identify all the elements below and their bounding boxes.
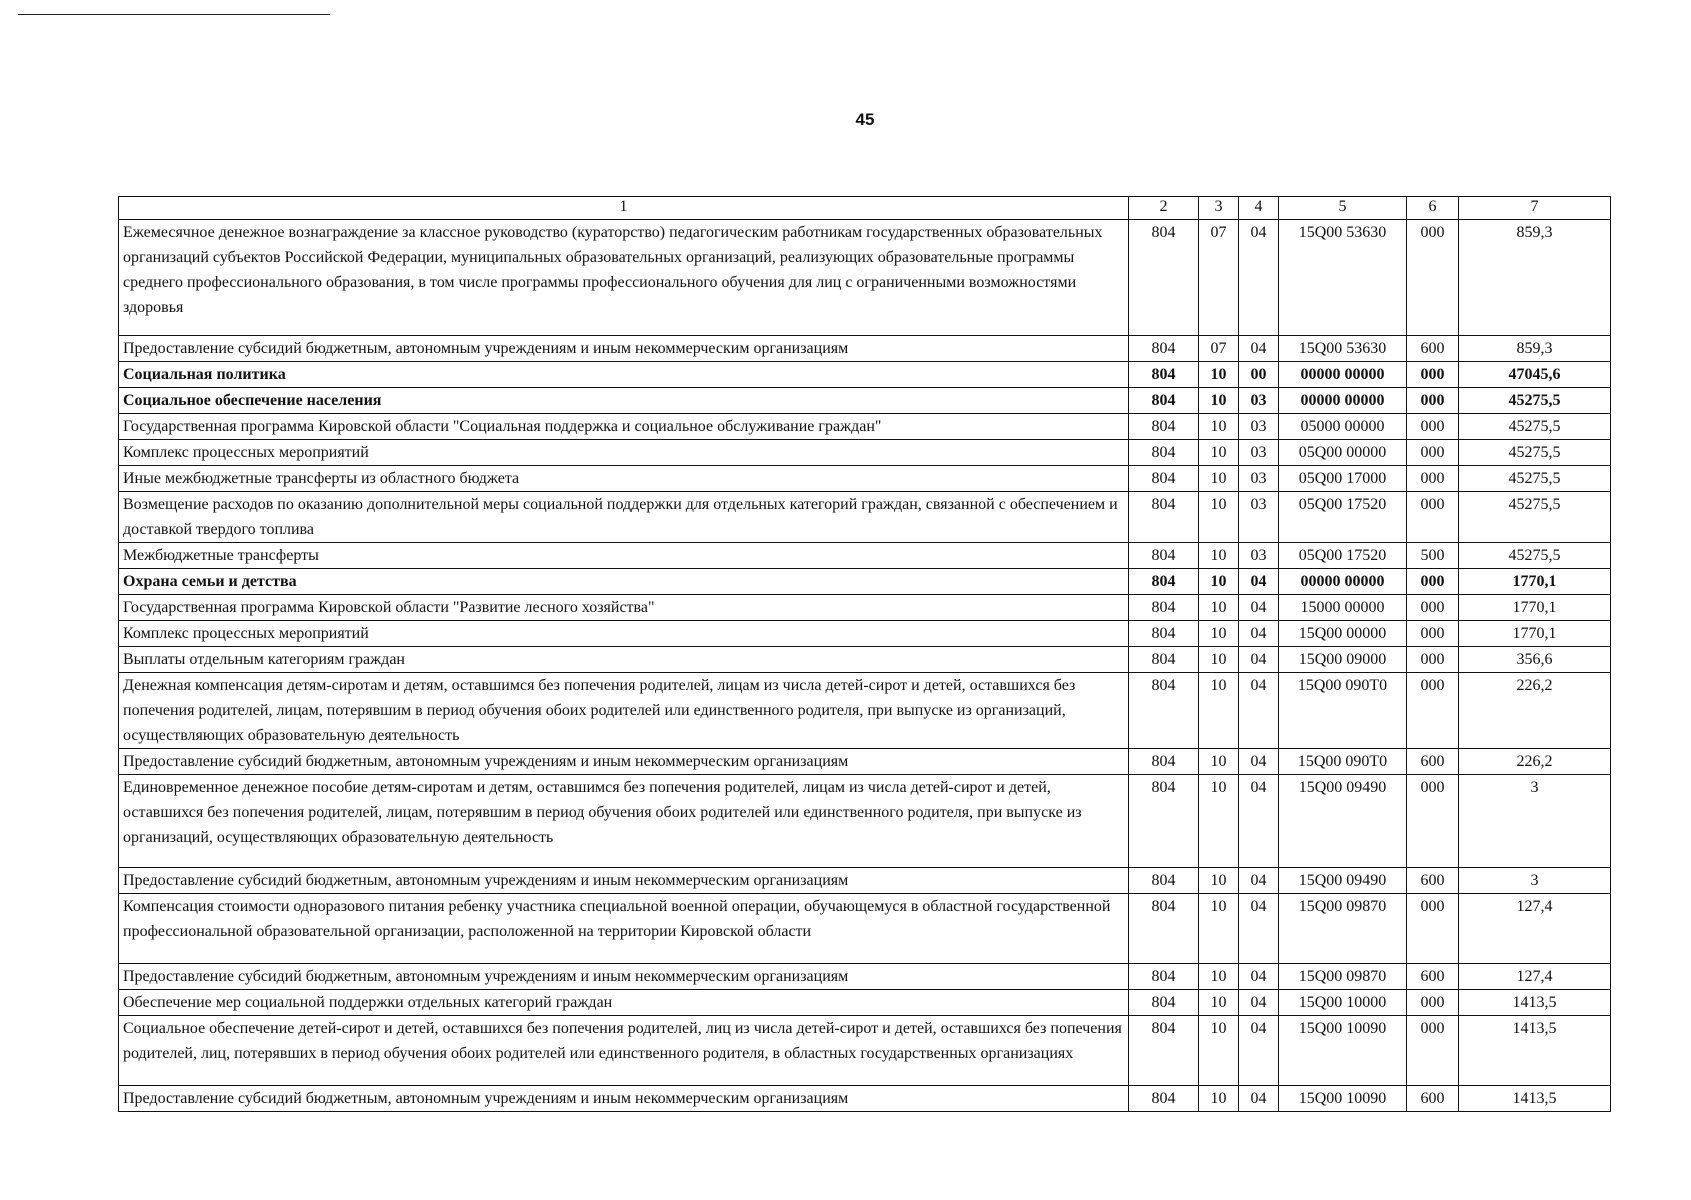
cell-section: 10 — [1199, 414, 1239, 440]
cell-expense-type: 000 — [1407, 595, 1459, 621]
cell-name: Предоставление субсидий бюджетным, автономным учреждениям и иным некоммерческим организациям — [119, 964, 1129, 990]
table-row — [119, 336, 1611, 362]
cell-ved-code: 804 — [1129, 466, 1199, 492]
cell-expense-type: 000 — [1407, 894, 1459, 964]
cell-section: 10 — [1199, 388, 1239, 414]
cell-ved-code: 804 — [1129, 964, 1199, 990]
table-row — [119, 775, 1611, 868]
table-row — [119, 414, 1611, 440]
cell-target-article: 15Q00 53630 — [1279, 336, 1407, 362]
cell-name: Охрана семьи и детства — [119, 569, 1129, 595]
cell-amount: 859,3 — [1459, 336, 1611, 362]
cell-ved-code: 804 — [1129, 647, 1199, 673]
cell-name: Ежемесячное денежное вознаграждение за классное руководство (кураторство) педагогическим работникам государственных образовательных организаций субъектов Российской Федерации, муниципальных образовательных организаций, реализующих образовательные программы среднего профессионального образования, в том числе программы профессионального обучения для лиц с ограниченными возможностями здоровья — [119, 220, 1129, 336]
table-row — [119, 868, 1611, 894]
cell-expense-type: 000 — [1407, 492, 1459, 543]
cell-name: Государственная программа Кировской области "Социальная поддержка и социальное обслуживание граждан" — [119, 414, 1129, 440]
header-col-4: 4 — [1239, 197, 1279, 220]
cell-amount: 226,2 — [1459, 749, 1611, 775]
cell-subsection: 04 — [1239, 569, 1279, 595]
table-row — [119, 595, 1611, 621]
cell-name: Предоставление субсидий бюджетным, автономным учреждениям и иным некоммерческим организациям — [119, 1086, 1129, 1112]
cell-expense-type: 600 — [1407, 1086, 1459, 1112]
cell-expense-type: 000 — [1407, 673, 1459, 749]
header-col-3: 3 — [1199, 197, 1239, 220]
table-row — [119, 466, 1611, 492]
cell-name: Компенсация стоимости одноразового питания ребенку участника специальной военной операции, обучающемуся в областной государственной профессиональной образовательной организации, расположенной на территории Кировской области — [119, 894, 1129, 964]
cell-target-article: 15Q00 09490 — [1279, 775, 1407, 868]
cell-target-article: 05Q00 17520 — [1279, 492, 1407, 543]
cell-target-article: 05Q00 17000 — [1279, 466, 1407, 492]
cell-subsection: 04 — [1239, 775, 1279, 868]
cell-amount: 45275,5 — [1459, 492, 1611, 543]
cell-ved-code: 804 — [1129, 894, 1199, 964]
cell-expense-type: 000 — [1407, 466, 1459, 492]
cell-ved-code: 804 — [1129, 440, 1199, 466]
cell-section: 10 — [1199, 569, 1239, 595]
cell-ved-code: 804 — [1129, 868, 1199, 894]
cell-ved-code: 804 — [1129, 621, 1199, 647]
cell-ved-code: 804 — [1129, 336, 1199, 362]
cell-target-article: 15Q00 53630 — [1279, 220, 1407, 336]
cell-name: Возмещение расходов по оказанию дополнительной меры социальной поддержки для отдельных категорий граждан, связанной с обеспечением и доставкой твердого топлива — [119, 492, 1129, 543]
cell-amount: 1770,1 — [1459, 569, 1611, 595]
cell-target-article: 05Q00 00000 — [1279, 440, 1407, 466]
cell-section: 10 — [1199, 647, 1239, 673]
cell-section: 10 — [1199, 1016, 1239, 1086]
cell-amount: 45275,5 — [1459, 414, 1611, 440]
table-row — [119, 543, 1611, 569]
table-row — [119, 990, 1611, 1016]
cell-subsection: 03 — [1239, 543, 1279, 569]
cell-amount: 1413,5 — [1459, 1086, 1611, 1112]
cell-subsection: 03 — [1239, 414, 1279, 440]
cell-subsection: 03 — [1239, 388, 1279, 414]
cell-name: Комплекс процессных мероприятий — [119, 440, 1129, 466]
cell-section: 10 — [1199, 492, 1239, 543]
cell-ved-code: 804 — [1129, 990, 1199, 1016]
cell-expense-type: 000 — [1407, 569, 1459, 595]
cell-amount: 127,4 — [1459, 894, 1611, 964]
cell-section: 10 — [1199, 964, 1239, 990]
cell-target-article: 00000 00000 — [1279, 362, 1407, 388]
table-row — [119, 388, 1611, 414]
cell-section: 10 — [1199, 440, 1239, 466]
cell-subsection: 04 — [1239, 964, 1279, 990]
cell-ved-code: 804 — [1129, 220, 1199, 336]
cell-amount: 45275,5 — [1459, 388, 1611, 414]
cell-section: 10 — [1199, 1086, 1239, 1112]
cell-target-article: 15000 00000 — [1279, 595, 1407, 621]
cell-name: Предоставление субсидий бюджетным, автономным учреждениям и иным некоммерческим организациям — [119, 749, 1129, 775]
cell-expense-type: 000 — [1407, 440, 1459, 466]
cell-target-article: 15Q00 090T0 — [1279, 749, 1407, 775]
cell-expense-type: 000 — [1407, 388, 1459, 414]
cell-expense-type: 000 — [1407, 621, 1459, 647]
cell-ved-code: 804 — [1129, 362, 1199, 388]
table-row — [119, 964, 1611, 990]
budget-table — [118, 196, 1611, 1112]
header-col-1: 1 — [119, 197, 1129, 220]
table-row — [119, 569, 1611, 595]
cell-section: 10 — [1199, 543, 1239, 569]
cell-ved-code: 804 — [1129, 1016, 1199, 1086]
table-header — [119, 197, 1611, 220]
cell-target-article: 00000 00000 — [1279, 388, 1407, 414]
cell-name: Иные межбюджетные трансферты из областного бюджета — [119, 466, 1129, 492]
cell-ved-code: 804 — [1129, 595, 1199, 621]
header-col-2: 2 — [1129, 197, 1199, 220]
cell-ved-code: 804 — [1129, 569, 1199, 595]
cell-amount: 45275,5 — [1459, 543, 1611, 569]
cell-name: Социальное обеспечение детей-сирот и детей, оставшихся без попечения родителей, лиц из числа детей-сирот и детей, оставшихся без попечения родителей, лиц, потерявших в период обучения обоих родителей или единственного родителя, в областных государственных организациях — [119, 1016, 1129, 1086]
cell-name: Межбюджетные трансферты — [119, 543, 1129, 569]
header-col-7: 7 — [1459, 197, 1611, 220]
cell-section: 10 — [1199, 775, 1239, 868]
cell-target-article: 00000 00000 — [1279, 569, 1407, 595]
cell-amount: 47045,6 — [1459, 362, 1611, 388]
cell-target-article: 15Q00 10000 — [1279, 990, 1407, 1016]
table-row — [119, 647, 1611, 673]
table-row — [119, 621, 1611, 647]
cell-expense-type: 000 — [1407, 990, 1459, 1016]
cell-ved-code: 804 — [1129, 543, 1199, 569]
cell-name: Предоставление субсидий бюджетным, автономным учреждениям и иным некоммерческим организациям — [119, 868, 1129, 894]
cell-ved-code: 804 — [1129, 1086, 1199, 1112]
cell-ved-code: 804 — [1129, 749, 1199, 775]
cell-subsection: 04 — [1239, 336, 1279, 362]
cell-name: Социальное обеспечение населения — [119, 388, 1129, 414]
header-col-5: 5 — [1279, 197, 1407, 220]
table-row — [119, 440, 1611, 466]
cell-expense-type: 000 — [1407, 414, 1459, 440]
cell-amount: 1413,5 — [1459, 1016, 1611, 1086]
cell-expense-type: 600 — [1407, 964, 1459, 990]
cell-subsection: 04 — [1239, 1086, 1279, 1112]
cell-subsection: 04 — [1239, 894, 1279, 964]
table-row — [119, 1016, 1611, 1086]
cell-expense-type: 000 — [1407, 775, 1459, 868]
cell-amount: 45275,5 — [1459, 440, 1611, 466]
cell-expense-type: 600 — [1407, 749, 1459, 775]
cell-amount: 1770,1 — [1459, 621, 1611, 647]
cell-amount: 3 — [1459, 868, 1611, 894]
cell-name: Комплекс процессных мероприятий — [119, 621, 1129, 647]
cell-section: 10 — [1199, 990, 1239, 1016]
cell-target-article: 05Q00 17520 — [1279, 543, 1407, 569]
cell-expense-type: 600 — [1407, 868, 1459, 894]
cell-target-article: 15Q00 09870 — [1279, 894, 1407, 964]
table-row — [119, 673, 1611, 749]
cell-target-article: 15Q00 10090 — [1279, 1016, 1407, 1086]
table-row — [119, 362, 1611, 388]
cell-name: Обеспечение мер социальной поддержки отдельных категорий граждан — [119, 990, 1129, 1016]
cell-amount: 3 — [1459, 775, 1611, 868]
cell-target-article: 15Q00 09000 — [1279, 647, 1407, 673]
cell-subsection: 00 — [1239, 362, 1279, 388]
cell-target-article: 15Q00 00000 — [1279, 621, 1407, 647]
cell-expense-type: 500 — [1407, 543, 1459, 569]
table-row — [119, 1086, 1611, 1112]
cell-section: 07 — [1199, 220, 1239, 336]
cell-name: Денежная компенсация детям-сиротам и детям, оставшимся без попечения родителей, лицам из числа детей-сирот и детей, оставшихся без попечения родителей, лицам, потерявшим в период обучения обоих родителей или единственного родителя, при выпуске из организаций, осуществляющих образовательную деятельность — [119, 673, 1129, 749]
cell-amount: 356,6 — [1459, 647, 1611, 673]
cell-subsection: 04 — [1239, 749, 1279, 775]
cell-subsection: 04 — [1239, 1016, 1279, 1086]
cell-name: Государственная программа Кировской области "Развитие лесного хозяйства" — [119, 595, 1129, 621]
cell-ved-code: 804 — [1129, 673, 1199, 749]
cell-target-article: 15Q00 10090 — [1279, 1086, 1407, 1112]
cell-target-article: 05000 00000 — [1279, 414, 1407, 440]
cell-target-article: 15Q00 09870 — [1279, 964, 1407, 990]
cell-ved-code: 804 — [1129, 775, 1199, 868]
table-row — [119, 220, 1611, 336]
cell-subsection: 03 — [1239, 466, 1279, 492]
cell-amount: 127,4 — [1459, 964, 1611, 990]
cell-expense-type: 000 — [1407, 220, 1459, 336]
cell-name: Выплаты отдельным категориям граждан — [119, 647, 1129, 673]
cell-subsection: 03 — [1239, 492, 1279, 543]
header-col-6: 6 — [1407, 197, 1459, 220]
cell-expense-type: 000 — [1407, 1016, 1459, 1086]
table-row — [119, 894, 1611, 964]
cell-amount: 226,2 — [1459, 673, 1611, 749]
cell-name: Единовременное денежное пособие детям-сиротам и детям, оставшимся без попечения родителей, лицам из числа детей-сирот и детей, оставшихся без попечения родителей, лицам, потерявшим в период обучения обоих родителей или единственного родителя, при выпуске из организаций, осуществляющих образовательную деятельность — [119, 775, 1129, 868]
header-row — [119, 197, 1611, 220]
cell-subsection: 04 — [1239, 595, 1279, 621]
cell-section: 10 — [1199, 595, 1239, 621]
cell-amount: 859,3 — [1459, 220, 1611, 336]
page-number: 45 — [855, 110, 875, 129]
cell-ved-code: 804 — [1129, 492, 1199, 543]
cell-subsection: 03 — [1239, 440, 1279, 466]
cell-subsection: 04 — [1239, 673, 1279, 749]
budget-table-container — [118, 196, 1610, 1112]
cell-section: 07 — [1199, 336, 1239, 362]
cell-expense-type: 000 — [1407, 362, 1459, 388]
cell-section: 10 — [1199, 894, 1239, 964]
cell-amount: 1770,1 — [1459, 595, 1611, 621]
cell-section: 10 — [1199, 466, 1239, 492]
cell-section: 10 — [1199, 621, 1239, 647]
cell-amount: 1413,5 — [1459, 990, 1611, 1016]
table-row — [119, 492, 1611, 543]
cell-subsection: 04 — [1239, 990, 1279, 1016]
cell-subsection: 04 — [1239, 868, 1279, 894]
cell-section: 10 — [1199, 673, 1239, 749]
cell-target-article: 15Q00 09490 — [1279, 868, 1407, 894]
cell-target-article: 15Q00 090T0 — [1279, 673, 1407, 749]
cell-subsection: 04 — [1239, 621, 1279, 647]
cell-section: 10 — [1199, 868, 1239, 894]
cell-name: Предоставление субсидий бюджетным, автономным учреждениям и иным некоммерческим организациям — [119, 336, 1129, 362]
cell-ved-code: 804 — [1129, 414, 1199, 440]
cell-ved-code: 804 — [1129, 388, 1199, 414]
cell-section: 10 — [1199, 362, 1239, 388]
cell-subsection: 04 — [1239, 647, 1279, 673]
cell-section: 10 — [1199, 749, 1239, 775]
cell-amount: 45275,5 — [1459, 466, 1611, 492]
cell-expense-type: 600 — [1407, 336, 1459, 362]
cell-subsection: 04 — [1239, 220, 1279, 336]
cell-name: Социальная политика — [119, 362, 1129, 388]
cell-expense-type: 000 — [1407, 647, 1459, 673]
top-rule — [18, 14, 330, 15]
table-body — [119, 220, 1611, 1112]
table-row — [119, 749, 1611, 775]
